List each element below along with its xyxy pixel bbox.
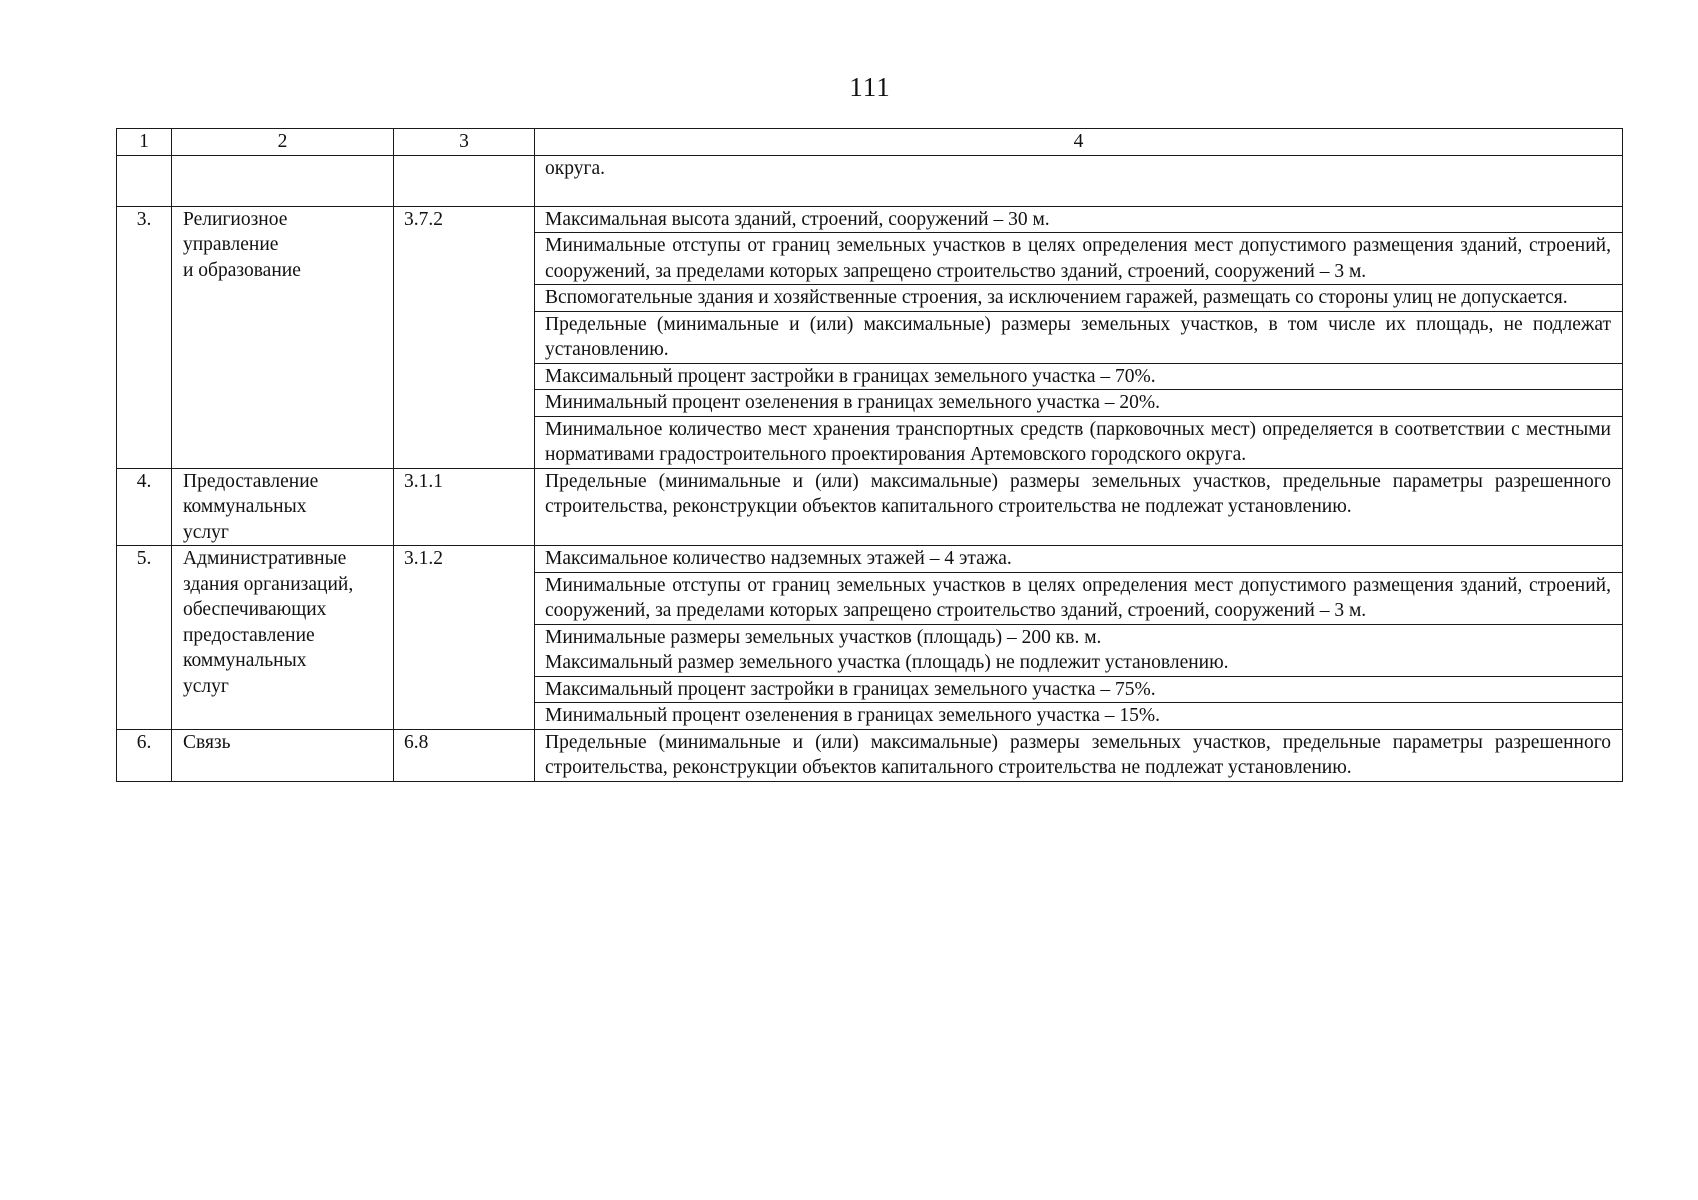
regulation-cell: Минимальный процент озеленения в границах земельного участка – 15%. xyxy=(535,703,1623,730)
header-col-2: 2 xyxy=(172,129,394,156)
regulation-cell: Минимальные отступы от границ земельных участков в целях определения мест допустимого размещения зданий, строений, сооружений, за пределами которых запрещено строительство зданий, строений, сооружений – 3 м. xyxy=(535,233,1623,285)
table-row xyxy=(117,729,1623,781)
regulation-cell: Максимальный процент застройки в границах земельного участка – 70%. xyxy=(535,363,1623,390)
use-type-code: 3.1.1 xyxy=(394,468,535,546)
use-type-name-line: Связь xyxy=(183,731,231,753)
cell-empty xyxy=(172,155,394,206)
use-type-name-line: услуг xyxy=(183,521,229,543)
regulation-cell: Предельные (минимальные и (или) максимальные) размеры земельных участков, предельные параметры разрешенного строительства, реконструкции объектов капитального строительства не подлежат установлению. xyxy=(535,468,1623,546)
use-type-name-line: здания организаций, xyxy=(183,573,354,595)
use-type-name-line: Административные xyxy=(183,548,347,569)
use-type-name-line: обеспечивающих xyxy=(183,599,327,620)
use-type-name xyxy=(172,206,394,468)
page-number: 111 xyxy=(849,72,891,102)
regulation-cell: Максимальное количество надземных этажей – 4 этажа. xyxy=(535,546,1623,573)
cell-empty xyxy=(117,155,172,206)
use-type-name-line: Религиозное xyxy=(183,208,288,230)
regulation-cell: Предельные (минимальные и (или) максимальные) размеры земельных участков, в том числе их площадь, не подлежат установлению. xyxy=(535,311,1623,363)
regulation-cell: Минимальное количество мест хранения транспортных средств (парковочных мест) определяется в соответствии с местными нормативами градостроительного проектирования Артемовского городского округа. xyxy=(535,416,1623,468)
cell-empty xyxy=(394,155,535,206)
regulation-cell xyxy=(535,624,1623,676)
header-col-4: 4 xyxy=(535,129,1623,156)
table-row xyxy=(117,546,1623,573)
table-row xyxy=(117,206,1623,233)
use-type-name-line: и образование xyxy=(183,259,301,281)
use-type-name-line: Предоставление xyxy=(183,470,319,492)
header-col-1: 1 xyxy=(117,129,172,156)
table-header-row xyxy=(117,129,1623,156)
use-type-name-line: коммунальных xyxy=(183,496,307,517)
use-type-name-line: предоставление xyxy=(183,624,315,646)
use-type-code: 6.8 xyxy=(394,729,535,781)
use-type-code: 3.1.2 xyxy=(394,546,535,730)
use-type-name xyxy=(172,729,394,781)
regulation-cell: Минимальный процент озеленения в границах земельного участка – 20%. xyxy=(535,390,1623,417)
use-type-name-line: управление xyxy=(183,234,279,255)
row-number: 3. xyxy=(117,206,172,468)
regulation-line: Минимальные размеры земельных участков (площадь) – 200 кв. м. xyxy=(545,626,1102,648)
regulations-table xyxy=(116,128,1623,782)
use-type-code: 3.7.2 xyxy=(394,206,535,468)
row-number: 4. xyxy=(117,468,172,546)
row-number: 6. xyxy=(117,729,172,781)
regulation-cell: Минимальные отступы от границ земельных участков в целях определения мест допустимого размещения зданий, строений, сооружений, за пределами которых запрещено строительство зданий, строений, сооружений – 3 м. xyxy=(535,572,1623,624)
use-type-name xyxy=(172,468,394,546)
row-number: 5. xyxy=(117,546,172,730)
table-row xyxy=(117,468,1623,546)
use-type-name-line: коммунальных xyxy=(183,650,307,671)
use-type-name-line: услуг xyxy=(183,675,229,697)
continuation-text: округа. xyxy=(535,155,1623,206)
use-type-name xyxy=(172,546,394,730)
header-col-3: 3 xyxy=(394,129,535,156)
regulation-cell: Вспомогательные здания и хозяйственные строения, за исключением гаражей, размещать со стороны улиц не допускается. xyxy=(535,285,1623,312)
regulation-cell: Максимальный процент застройки в границах земельного участка – 75%. xyxy=(535,676,1623,703)
regulation-line: Максимальный размер земельного участка (площадь) не подлежит установлению. xyxy=(545,652,1229,673)
regulation-cell: Предельные (минимальные и (или) максимальные) размеры земельных участков, предельные параметры разрешенного строительства, реконструкции объектов капитального строительства не подлежат установлению. xyxy=(535,729,1623,781)
regulation-cell: Максимальная высота зданий, строений, сооружений – 30 м. xyxy=(535,206,1623,233)
table-row xyxy=(117,155,1623,206)
